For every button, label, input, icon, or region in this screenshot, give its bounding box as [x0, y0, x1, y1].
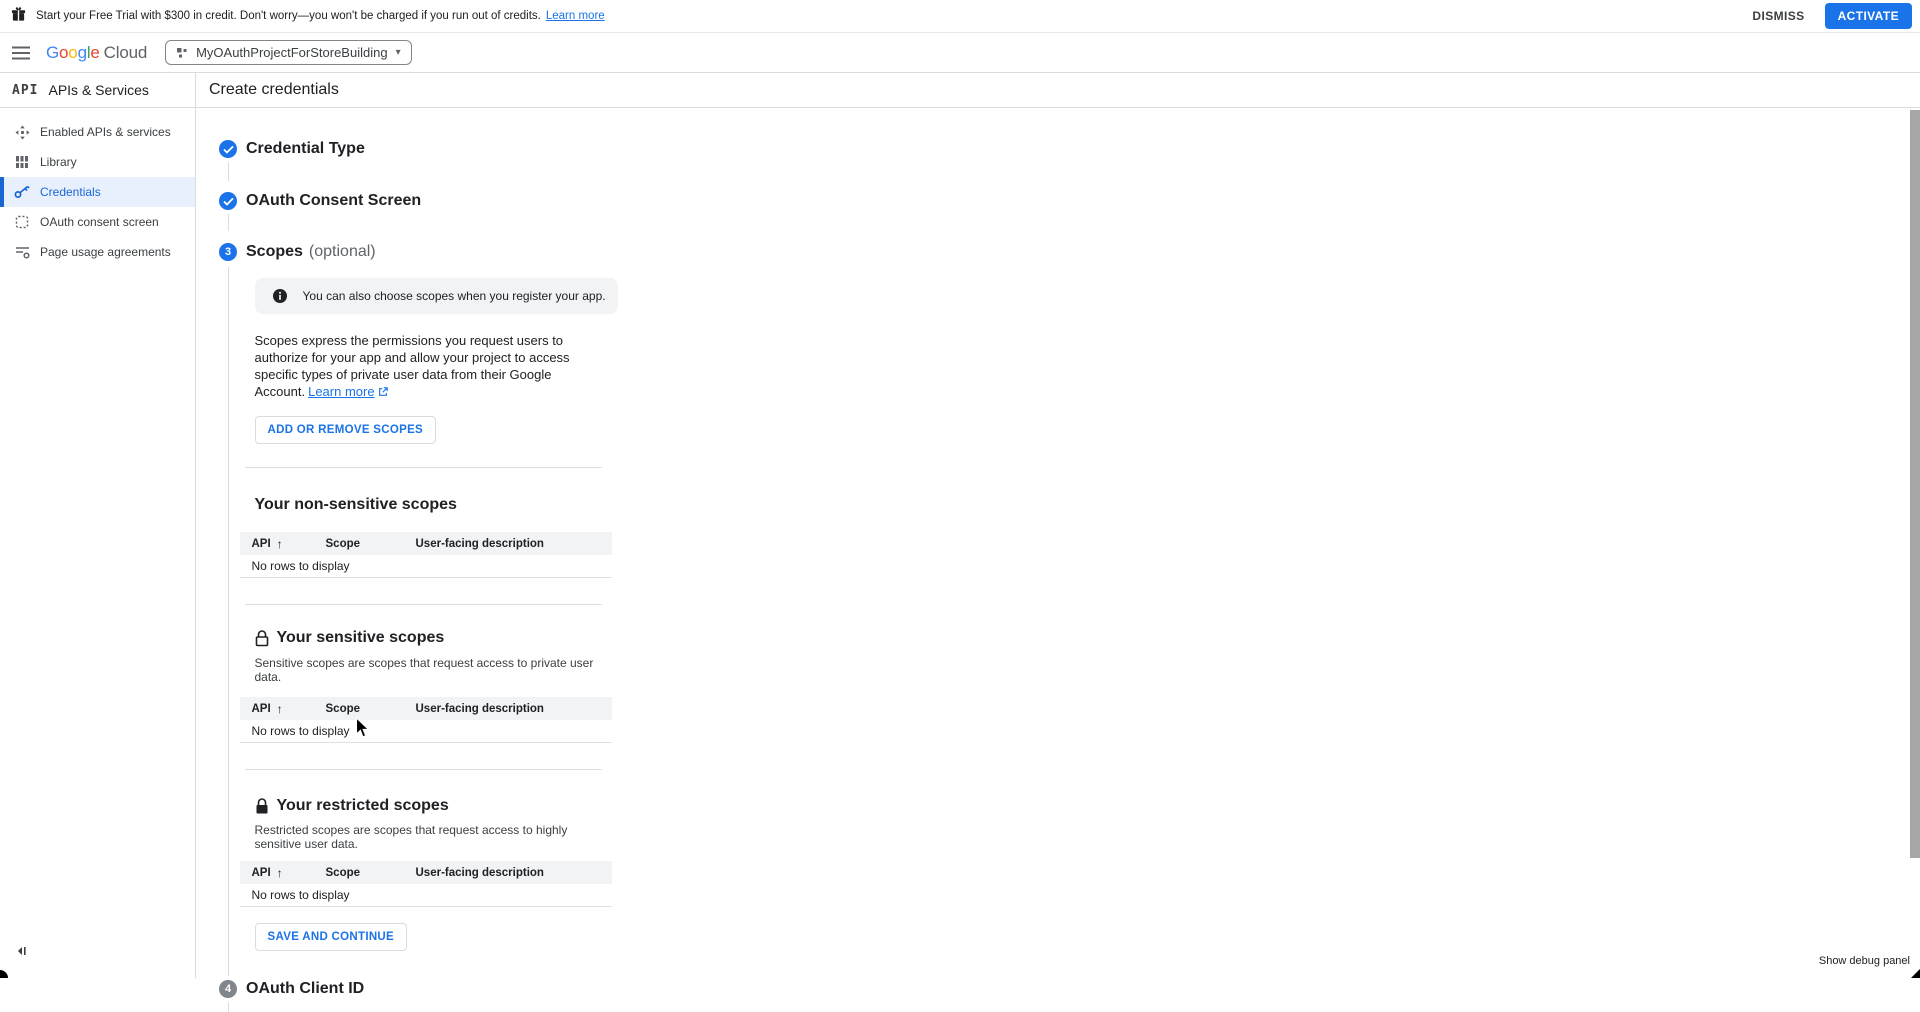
- sidebar-item-page-usage[interactable]: [0, 237, 195, 267]
- project-name: MyOAuthProjectForStoreBuilding: [196, 45, 388, 60]
- step-label: OAuth Client ID: [246, 980, 365, 997]
- step-oauth-consent-screen: [219, 192, 1920, 210]
- step-label: OAuth Consent Screen: [246, 192, 422, 209]
- google-logo-cloud: Cloud: [103, 42, 148, 62]
- agreements-icon: [14, 244, 30, 260]
- divider: [245, 769, 602, 770]
- banner-learn-more-link[interactable]: Learn more: [545, 10, 605, 22]
- column-label: API: [251, 866, 271, 879]
- free-trial-banner: [0, 0, 1920, 33]
- column-header-scope: Scope: [325, 537, 361, 550]
- sort-ascending-icon: ↑: [276, 701, 283, 716]
- apis-services-logo: API: [12, 82, 39, 98]
- column-label: API: [251, 537, 271, 550]
- scopes-step-body: [219, 267, 1920, 976]
- bottom-right-corner-handle: [1911, 969, 1920, 978]
- step-connector: [228, 162, 229, 181]
- empty-table-row: No rows to display: [240, 884, 612, 907]
- sidebar-item-label: Library: [40, 155, 77, 169]
- sidebar: [0, 73, 196, 978]
- gift-icon: [11, 6, 26, 27]
- project-selector[interactable]: [165, 40, 412, 65]
- sort-ascending-icon: ↑: [276, 865, 283, 880]
- google-cloud-logo: [46, 43, 147, 63]
- sidebar-item-credentials[interactable]: [0, 177, 195, 207]
- sidebar-item-oauth-consent[interactable]: [0, 207, 195, 237]
- dismiss-button[interactable]: DISMISS: [1752, 9, 1805, 23]
- step-credential-type: [219, 140, 1920, 158]
- lock-closed-icon: [255, 798, 269, 815]
- step-number-badge: 4: [219, 980, 237, 998]
- show-debug-panel-link[interactable]: Show debug panel: [1818, 955, 1910, 967]
- trial-banner-message: Start your Free Trial with $300 in credit. Don't worry—you won't be charged if you run out of credits.: [36, 10, 541, 22]
- restricted-scopes-description: Restricted scopes are scopes that request access to highly sensitive user data.: [254, 823, 568, 851]
- non-sensitive-scopes-table: [240, 532, 612, 578]
- column-header-api[interactable]: [240, 866, 326, 880]
- scopes-description: [255, 332, 600, 401]
- step-number-badge: 3: [219, 243, 237, 261]
- chevron-down-icon: ▾: [395, 47, 401, 58]
- column-header-description: User-facing description: [415, 537, 544, 550]
- column-header-scope: Scope: [325, 866, 361, 879]
- column-header-scope: Scope: [325, 702, 361, 715]
- vertical-scrollbar-thumb[interactable]: [1910, 110, 1920, 858]
- step-optional-suffix: (optional): [308, 243, 376, 260]
- restricted-scopes-table: [240, 861, 612, 907]
- empty-table-row: No rows to display: [240, 720, 612, 743]
- section-title: Your non-sensitive scopes: [254, 496, 457, 513]
- step-oauth-client-id: [219, 980, 1920, 998]
- sidebar-item-label: OAuth consent screen: [40, 215, 159, 229]
- sort-ascending-icon: ↑: [276, 536, 283, 551]
- collapse-panel-icon[interactable]: [17, 946, 28, 956]
- step-label: Scopes: [246, 243, 303, 260]
- scopes-description-text: Scopes express the permissions you request users to authorize for your app and allow your project to access specific types of private user data from their Google Account.: [254, 333, 570, 399]
- section-title: Your sensitive scopes: [276, 629, 445, 646]
- step-connector: [228, 1002, 229, 1012]
- table-header: [240, 861, 612, 884]
- consent-screen-icon: [14, 214, 30, 230]
- main-header: [196, 73, 1920, 108]
- empty-table-row: No rows to display: [240, 555, 612, 578]
- column-header-description: User-facing description: [415, 866, 544, 879]
- sidebar-item-label: Page usage agreements: [40, 245, 171, 259]
- activate-button[interactable]: ACTIVATE: [1825, 3, 1912, 29]
- sidebar-header: [0, 73, 195, 108]
- page-title: Create credentials: [209, 81, 339, 98]
- key-icon: [14, 184, 30, 200]
- column-label: API: [251, 702, 271, 715]
- step-done-badge: [219, 192, 237, 210]
- table-header: [240, 697, 612, 720]
- sidebar-item-label: Credentials: [40, 185, 101, 199]
- sidebar-item-label: Enabled APIs & services: [40, 125, 171, 139]
- section-title: Your restricted scopes: [276, 797, 449, 814]
- info-icon: [273, 289, 287, 303]
- scopes-learn-more-link[interactable]: Learn more: [308, 384, 375, 399]
- column-header-api[interactable]: [240, 537, 326, 551]
- sidebar-nav: [0, 117, 195, 267]
- step-scopes: [219, 243, 1920, 261]
- enabled-apis-icon: [14, 124, 30, 140]
- lock-open-icon: [255, 630, 269, 647]
- sensitive-scopes-table: [240, 697, 612, 743]
- step-done-badge: [219, 140, 237, 158]
- project-icon: [176, 47, 188, 59]
- step-label: Credential Type: [246, 140, 365, 157]
- divider: [245, 467, 602, 468]
- sidebar-item-library[interactable]: [0, 147, 195, 177]
- divider: [245, 604, 602, 605]
- column-header-description: User-facing description: [415, 702, 544, 715]
- external-link-icon: [378, 385, 388, 400]
- sidebar-title: APIs & Services: [48, 82, 149, 98]
- scopes-info-message: You can also choose scopes when you register your app.: [302, 289, 606, 303]
- create-credentials-content: [196, 108, 1920, 997]
- save-and-continue-button[interactable]: SAVE AND CONTINUE: [255, 923, 408, 951]
- sidebar-item-enabled-apis[interactable]: [0, 117, 195, 147]
- add-or-remove-scopes-button[interactable]: ADD OR REMOVE SCOPES: [255, 416, 437, 444]
- library-icon: [14, 154, 30, 170]
- app-bar: [0, 33, 1920, 73]
- sensitive-scopes-description: Sensitive scopes are scopes that request access to private user data.: [254, 656, 594, 684]
- hamburger-menu-icon[interactable]: [12, 46, 30, 60]
- scopes-info-banner: [255, 278, 618, 314]
- restricted-scopes-heading: [255, 796, 621, 816]
- step-connector: [228, 214, 229, 231]
- sensitive-scopes-heading: [255, 628, 621, 648]
- step-connector-long: [228, 267, 229, 976]
- table-header: [240, 532, 612, 555]
- column-header-api[interactable]: [240, 702, 326, 716]
- google-logo-google: Google: [46, 42, 100, 62]
- non-sensitive-scopes-heading: [255, 495, 621, 515]
